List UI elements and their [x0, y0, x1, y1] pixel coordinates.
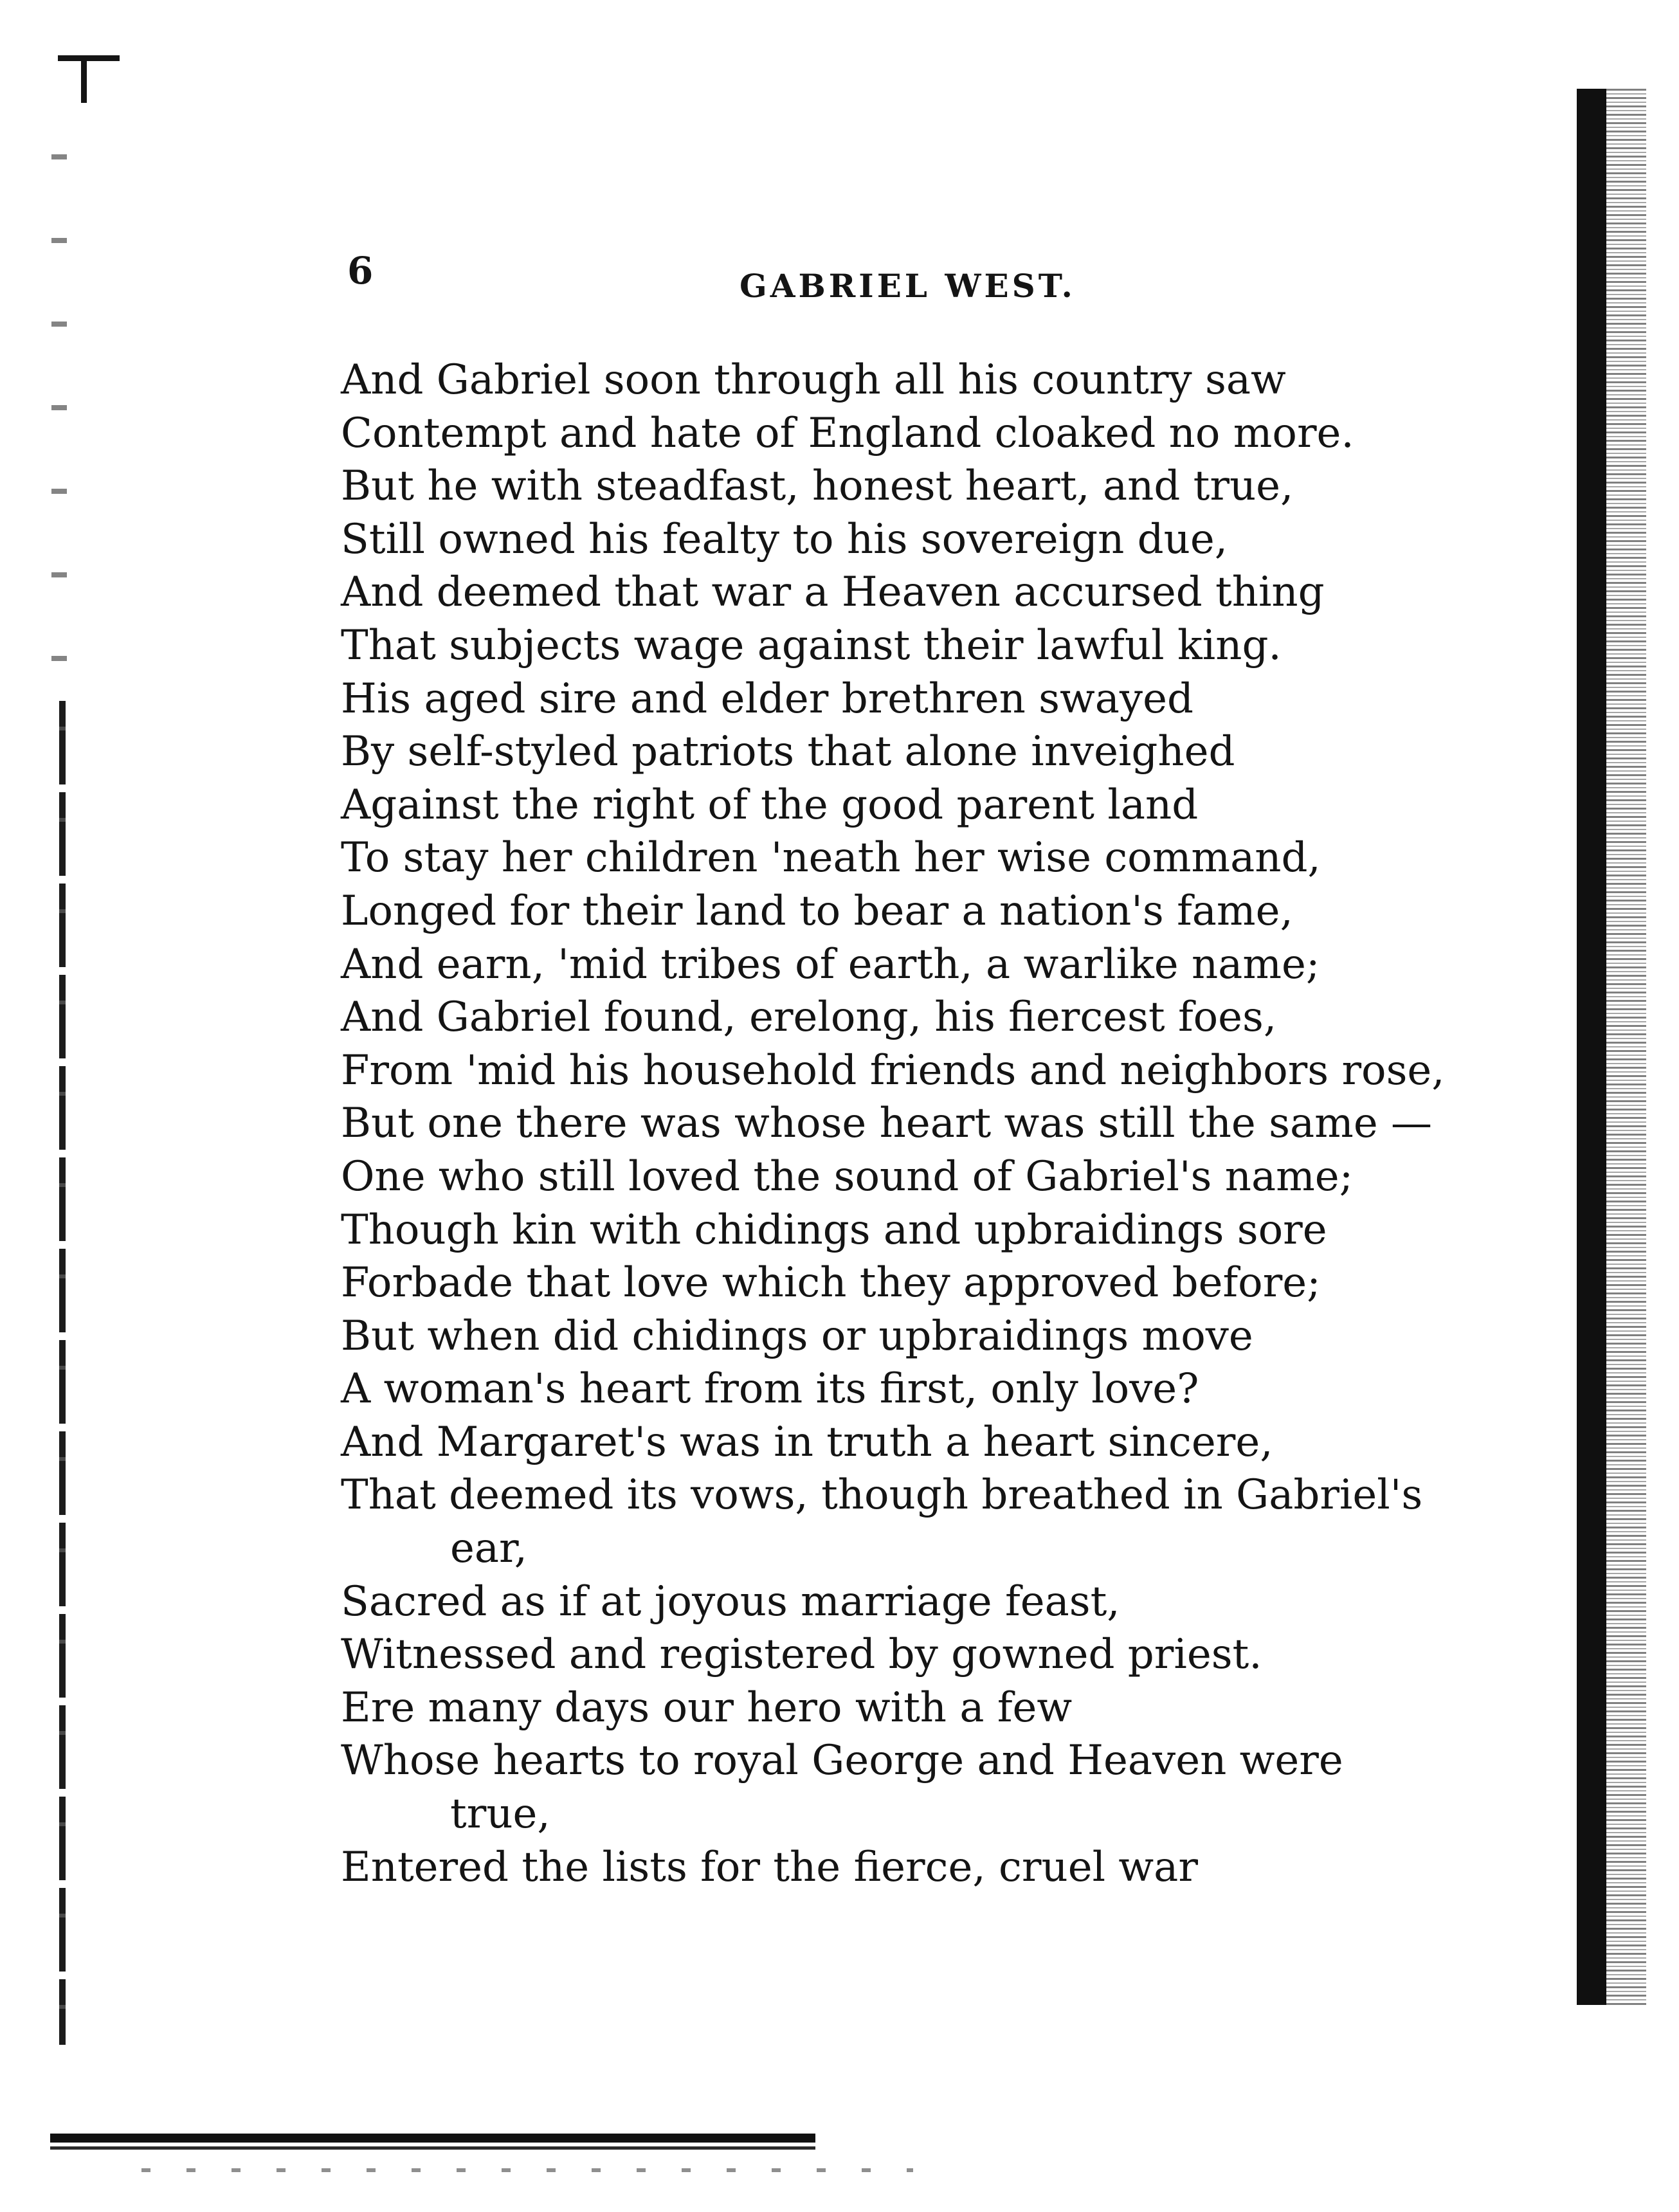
poem-line: Longed for their land to bear a nation's fame,: [341, 887, 1293, 935]
poem-line: One who still loved the sound of Gabriel's name;: [341, 1152, 1354, 1201]
page-number: 6: [347, 249, 374, 293]
poem-line: Witnessed and registered by gowned priest.: [341, 1631, 1262, 1679]
poem-line: And Margaret's was in truth a heart sincere,: [341, 1418, 1273, 1466]
poem-line: Ere many days our hero with a few: [341, 1683, 1073, 1732]
poem-line: And Gabriel found, erelong, his fiercest foes,: [341, 993, 1277, 1042]
poem-line: Entered the lists for the fierce, cruel war: [341, 1843, 1198, 1891]
poem-line: Still owned his fealty to his sovereign due,: [341, 515, 1228, 563]
poem-line-continuation: true,: [450, 1790, 550, 1838]
scan-right-edge-bar: [1577, 89, 1606, 2005]
poem-line: And Gabriel soon through all his country saw: [341, 356, 1286, 404]
poem-line: To stay her children 'neath her wise command,: [341, 834, 1321, 882]
poem-line: And deemed that war a Heaven accursed thing: [341, 568, 1325, 617]
poem-line: By self-styled patriots that alone inveighed: [341, 728, 1235, 776]
poem-line: His aged sire and elder brethren swayed: [341, 675, 1193, 723]
poem-line: From 'mid his household friends and neighbors rose,: [341, 1046, 1445, 1094]
poem-line: But one there was whose heart was still the same —: [341, 1100, 1433, 1148]
poem-line: But when did chidings or upbraidings move: [341, 1312, 1253, 1360]
poem-line: Against the right of the good parent land: [341, 781, 1199, 829]
poem-line: Forbade that love which they approved before;: [341, 1259, 1321, 1307]
poem-line-continuation: ear,: [450, 1525, 527, 1573]
poem-line: Contempt and hate of England cloaked no more.: [341, 409, 1354, 457]
poem-line: And earn, 'mid tribes of earth, a warlike name;: [341, 940, 1320, 988]
poem-line: Whose hearts to royal George and Heaven were: [341, 1737, 1343, 1785]
scan-left-specks: [51, 116, 67, 669]
scan-bottom-rule: [50, 2134, 815, 2143]
scan-corner-mark-stem: [81, 57, 87, 103]
scan-bottom-specks: [141, 2168, 913, 2172]
scan-left-edge: [59, 701, 66, 2045]
poem-line: Though kin with chidings and upbraidings sore: [341, 1206, 1327, 1254]
poem-text: [341, 354, 1498, 1894]
scan-corner-mark: [58, 55, 120, 61]
scan-right-edge-noise: [1606, 89, 1646, 2005]
running-head: GABRIEL WEST.: [740, 267, 1076, 305]
poem-line: A woman's heart from its first, only love?: [341, 1365, 1199, 1413]
poem-line: But he with steadfast, honest heart, and true,: [341, 462, 1294, 511]
poem-line: Sacred as if at joyous marriage feast,: [341, 1577, 1120, 1626]
scan-bottom-rule-thin: [50, 2146, 815, 2150]
poem-line: That deemed its vows, though breathed in Gabriel's: [341, 1471, 1423, 1519]
poem-line: That subjects wage against their lawful king.: [341, 621, 1282, 669]
